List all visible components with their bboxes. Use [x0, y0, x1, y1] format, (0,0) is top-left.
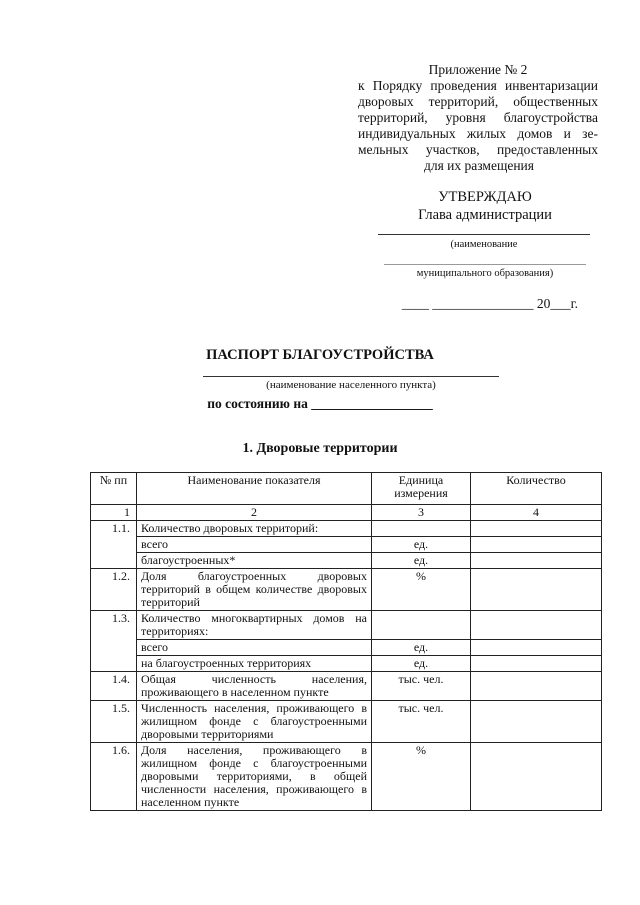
row-unit: тыс. чел. [372, 701, 471, 743]
section-title: 1. Дворовые территории [242, 441, 398, 456]
signature-line [378, 234, 590, 235]
row-subname: на благоустроенных территориях [137, 656, 372, 672]
row-qty [471, 701, 602, 743]
municipality-line [384, 264, 586, 265]
table-row [91, 672, 602, 701]
row-qty [471, 569, 602, 611]
header-qty: Количество [471, 473, 602, 505]
header-num: № пп [91, 473, 137, 505]
appendix-line: для их размещения [423, 158, 534, 173]
table-row [91, 553, 602, 569]
as-of-date: по состоянию на __________________ [207, 396, 433, 411]
row-num: 1.5. [91, 701, 137, 743]
appendix-line: мельных участков, предоставленных [358, 142, 598, 157]
row-num [91, 553, 137, 569]
table-row [91, 701, 602, 743]
row-qty [471, 611, 602, 640]
appendix-line: к Порядку проведения инвентаризации [358, 78, 598, 93]
row-name: Количество дворовых территорий: [137, 521, 372, 537]
row-name: Количество многоквартирных домов на территориях: [137, 611, 372, 640]
column-number-row [91, 505, 602, 521]
row-qty [471, 743, 602, 811]
row-name: Общая численность населения, проживающего в населенном пункте [137, 672, 372, 701]
row-num: 1.3. [91, 611, 137, 640]
table-row [91, 521, 602, 537]
col-number: 4 [471, 505, 602, 521]
col-number: 2 [137, 505, 372, 521]
table-row [91, 537, 602, 553]
row-num: 1.6. [91, 743, 137, 811]
page-title: ПАСПОРТ БЛАГОУСТРОЙСТВА [206, 347, 434, 363]
row-unit: ед. [372, 640, 471, 656]
table-row [91, 611, 602, 640]
table-header-row [91, 473, 602, 505]
row-qty [471, 537, 602, 553]
row-qty [471, 672, 602, 701]
row-unit [372, 521, 471, 537]
place-hint: (наименование населенного пункта) [266, 379, 436, 391]
approve-hint-municipality: муниципального образования) [416, 268, 554, 279]
row-subname: благоустроенных* [137, 553, 372, 569]
row-unit [372, 611, 471, 640]
approve-hint-name: (наименование [450, 239, 518, 250]
col-number: 3 [372, 505, 471, 521]
table-row [91, 640, 602, 656]
row-unit: % [372, 569, 471, 611]
row-num: 1.4. [91, 672, 137, 701]
row-num [91, 537, 137, 553]
row-unit: ед. [372, 656, 471, 672]
table-row [91, 743, 602, 811]
yard-territories-table [90, 472, 602, 811]
row-qty [471, 553, 602, 569]
table-row [91, 656, 602, 672]
row-unit: тыс. чел. [372, 672, 471, 701]
row-subname: всего [137, 537, 372, 553]
approve-date: ____ _______________ 20___г. [401, 296, 579, 311]
row-num [91, 656, 137, 672]
appendix-number: Приложение № 2 [428, 62, 528, 77]
row-name: Численность населения, проживающего в жилищном фонде с благоустроенными дворовыми территориями [137, 701, 372, 743]
row-num [91, 640, 137, 656]
row-name: Доля населения, проживающего в жилищном фонде с благоустроенными дворовыми территориями, в общей численности населения, проживающего в населенном пункте [137, 743, 372, 811]
row-subname: всего [137, 640, 372, 656]
table-row [91, 569, 602, 611]
appendix-line: территорий, уровня благоустройства [358, 110, 598, 125]
row-num: 1.1. [91, 521, 137, 537]
row-qty [471, 521, 602, 537]
appendix-block [358, 62, 598, 174]
place-line [203, 376, 499, 377]
header-unit: Единица измерения [372, 473, 471, 505]
appendix-line: дворовых территорий, общественных [358, 94, 598, 109]
row-qty [471, 640, 602, 656]
row-unit: ед. [372, 537, 471, 553]
row-unit: ед. [372, 553, 471, 569]
approve-heading: УТВЕРЖДАЮ [438, 189, 532, 205]
row-unit: % [372, 743, 471, 811]
row-qty [471, 656, 602, 672]
approve-role: Глава администрации [418, 207, 552, 223]
header-name: Наименование показателя [137, 473, 372, 505]
approval-block [360, 188, 610, 224]
row-name: Доля благоустроенных дворовых территорий в общем количестве дворовых территорий [137, 569, 372, 611]
appendix-line: индивидуальных жилых домов и зе- [358, 126, 598, 141]
col-number: 1 [91, 505, 137, 521]
row-num: 1.2. [91, 569, 137, 611]
